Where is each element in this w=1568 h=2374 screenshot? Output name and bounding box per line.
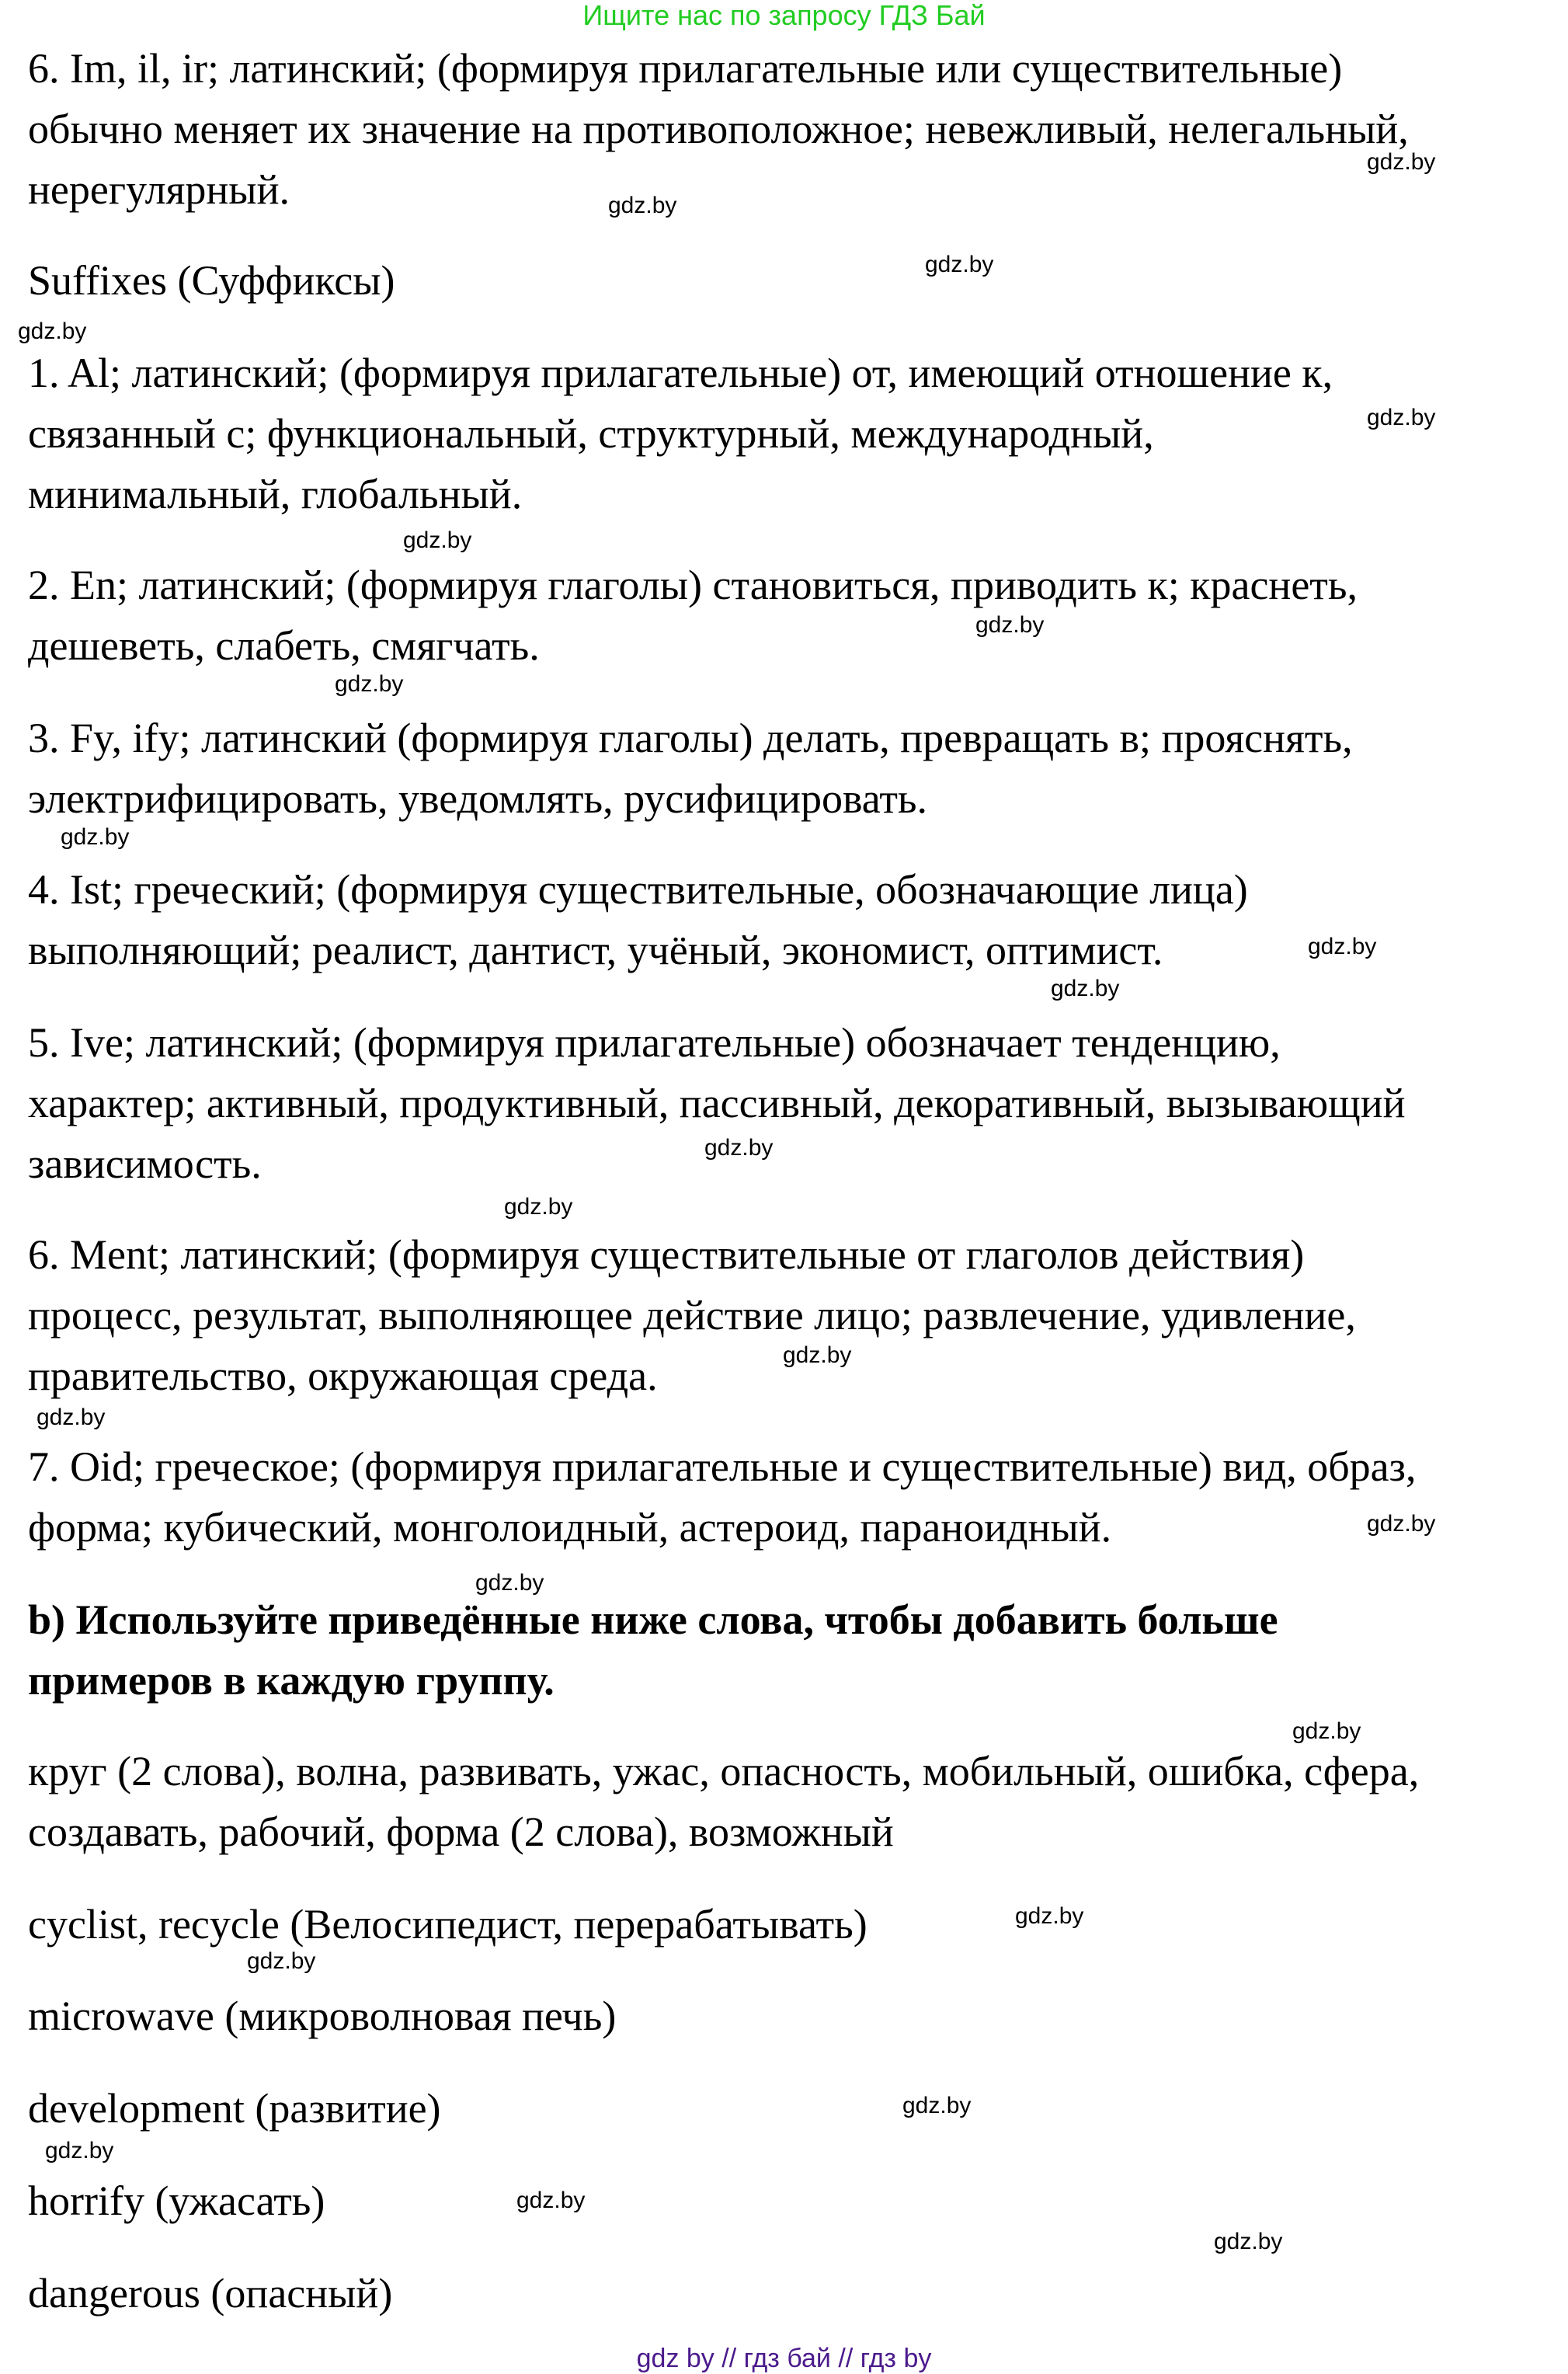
watermark-gdz-by: gdz.by — [1015, 1903, 1084, 1929]
text-line: 4. Ist; греческий; (формируя существительные, обозначающие лица) — [28, 866, 1248, 913]
text-line: электрифицировать, уведомлять, русифицировать. — [28, 775, 928, 822]
text-line: 6. Im, il, ir; латинский; (формируя прилагательные или существительные) — [28, 45, 1343, 92]
text-line: cyclist, recycle (Велосипедист, перерабатывать) — [28, 1901, 867, 1948]
text-line: development (развитие) — [28, 2085, 441, 2132]
text-line: 6. Ment; латинский; (формируя существительные от глаголов действия) — [28, 1231, 1305, 1278]
watermark-gdz-by: gdz.by — [1051, 976, 1120, 1001]
text-line: создавать, рабочий, форма (2 слова), возможный — [28, 1808, 894, 1855]
watermark-gdz-by: gdz.by — [18, 319, 87, 344]
text-line: 3. Fy, ify; латинский (формируя глаголы) делать, превращать в; прояснять, — [28, 715, 1353, 761]
watermark-gdz-by: gdz.by — [1367, 149, 1436, 175]
watermark-gdz-by: gdz.by — [1367, 405, 1436, 430]
text-line: правительство, окружающая среда. — [28, 1352, 658, 1399]
text-line: круг (2 слова), волна, развивать, ужас, опасность, мобильный, ошибка, сфера, — [28, 1748, 1420, 1794]
watermark-gdz-by: gdz.by — [902, 2093, 972, 2118]
text-line: 2. En; латинский; (формируя глаголы) становиться, приводить к; краснеть, — [28, 562, 1358, 608]
watermark-gdz-by: gdz.by — [516, 2188, 586, 2213]
watermark-gdz-by: gdz.by — [975, 612, 1045, 638]
text-line: dangerous (опасный) — [28, 2270, 393, 2317]
watermark-gdz-by: gdz.by — [1308, 934, 1377, 959]
text-line: 7. Oid; греческое; (формируя прилагательные и существительные) вид, образ, — [28, 1443, 1417, 1490]
text-line: процесс, результат, выполняющее действие лицо; развлечение, удивление, — [28, 1292, 1356, 1338]
watermark-gdz-by: gdz.by — [1367, 1511, 1436, 1537]
watermark-gdz-by: gdz.by — [403, 527, 472, 553]
text-line: обычно меняет их значение на противоположное; невежливый, нелегальный, — [28, 106, 1409, 152]
watermark-gdz-by: gdz.by — [608, 193, 677, 218]
watermark-gdz-by: gdz.by — [475, 1570, 544, 1596]
task-heading-line: b) Используйте приведённые ниже слова, чтобы добавить больше — [28, 1596, 1278, 1643]
watermark-gdz-by: gdz.by — [45, 2138, 114, 2163]
text-line: зависимость. — [28, 1140, 262, 1187]
text-line: 5. Ive; латинский; (формируя прилагательные) обозначает тенденцию, — [28, 1019, 1281, 1066]
text-line: минимальный, глобальный. — [28, 471, 523, 517]
text-line: характер; активный, продуктивный, пассивный, декоративный, вызывающий — [28, 1080, 1406, 1126]
task-heading-line: примеров в каждую группу. — [28, 1657, 555, 1704]
text-line: horrify (ужасать) — [28, 2177, 325, 2224]
footer-links: gdz by // гдз бай // гдз by — [636, 2344, 932, 2373]
watermark-gdz-by: gdz.by — [1292, 1718, 1361, 1744]
text-line: дешеветь, слабеть, смягчать. — [28, 622, 540, 669]
text-line: выполняющий; реалист, дантист, учёный, экономист, оптимист. — [28, 927, 1163, 973]
text-line: 1. Al; латинский; (формируя прилагательные) от, имеющий отношение к, — [28, 350, 1333, 396]
watermark-gdz-by: gdz.by — [504, 1194, 573, 1220]
watermark-gdz-by: gdz.by — [247, 1948, 316, 1974]
watermark-gdz-by: gdz.by — [783, 1342, 852, 1368]
text-line: Suffixes (Суффиксы) — [28, 257, 395, 304]
watermark-gdz-by: gdz.by — [335, 671, 404, 697]
text-line: связанный с; функциональный, структурный, международный, — [28, 410, 1154, 457]
watermark-gdz-by: gdz.by — [37, 1405, 106, 1430]
watermark-gdz-by: gdz.by — [61, 824, 130, 850]
text-line: форма; кубический, монголоидный, астероид, параноидный. — [28, 1504, 1112, 1551]
top-banner: Ищите нас по запросу ГДЗ Бай — [582, 0, 986, 31]
text-line: microwave (микроволновая печь) — [28, 1993, 617, 2039]
watermark-gdz-by: gdz.by — [704, 1135, 774, 1161]
watermark-gdz-by: gdz.by — [1214, 2229, 1283, 2254]
watermark-gdz-by: gdz.by — [925, 252, 994, 277]
text-line: нерегулярный. — [28, 166, 290, 213]
